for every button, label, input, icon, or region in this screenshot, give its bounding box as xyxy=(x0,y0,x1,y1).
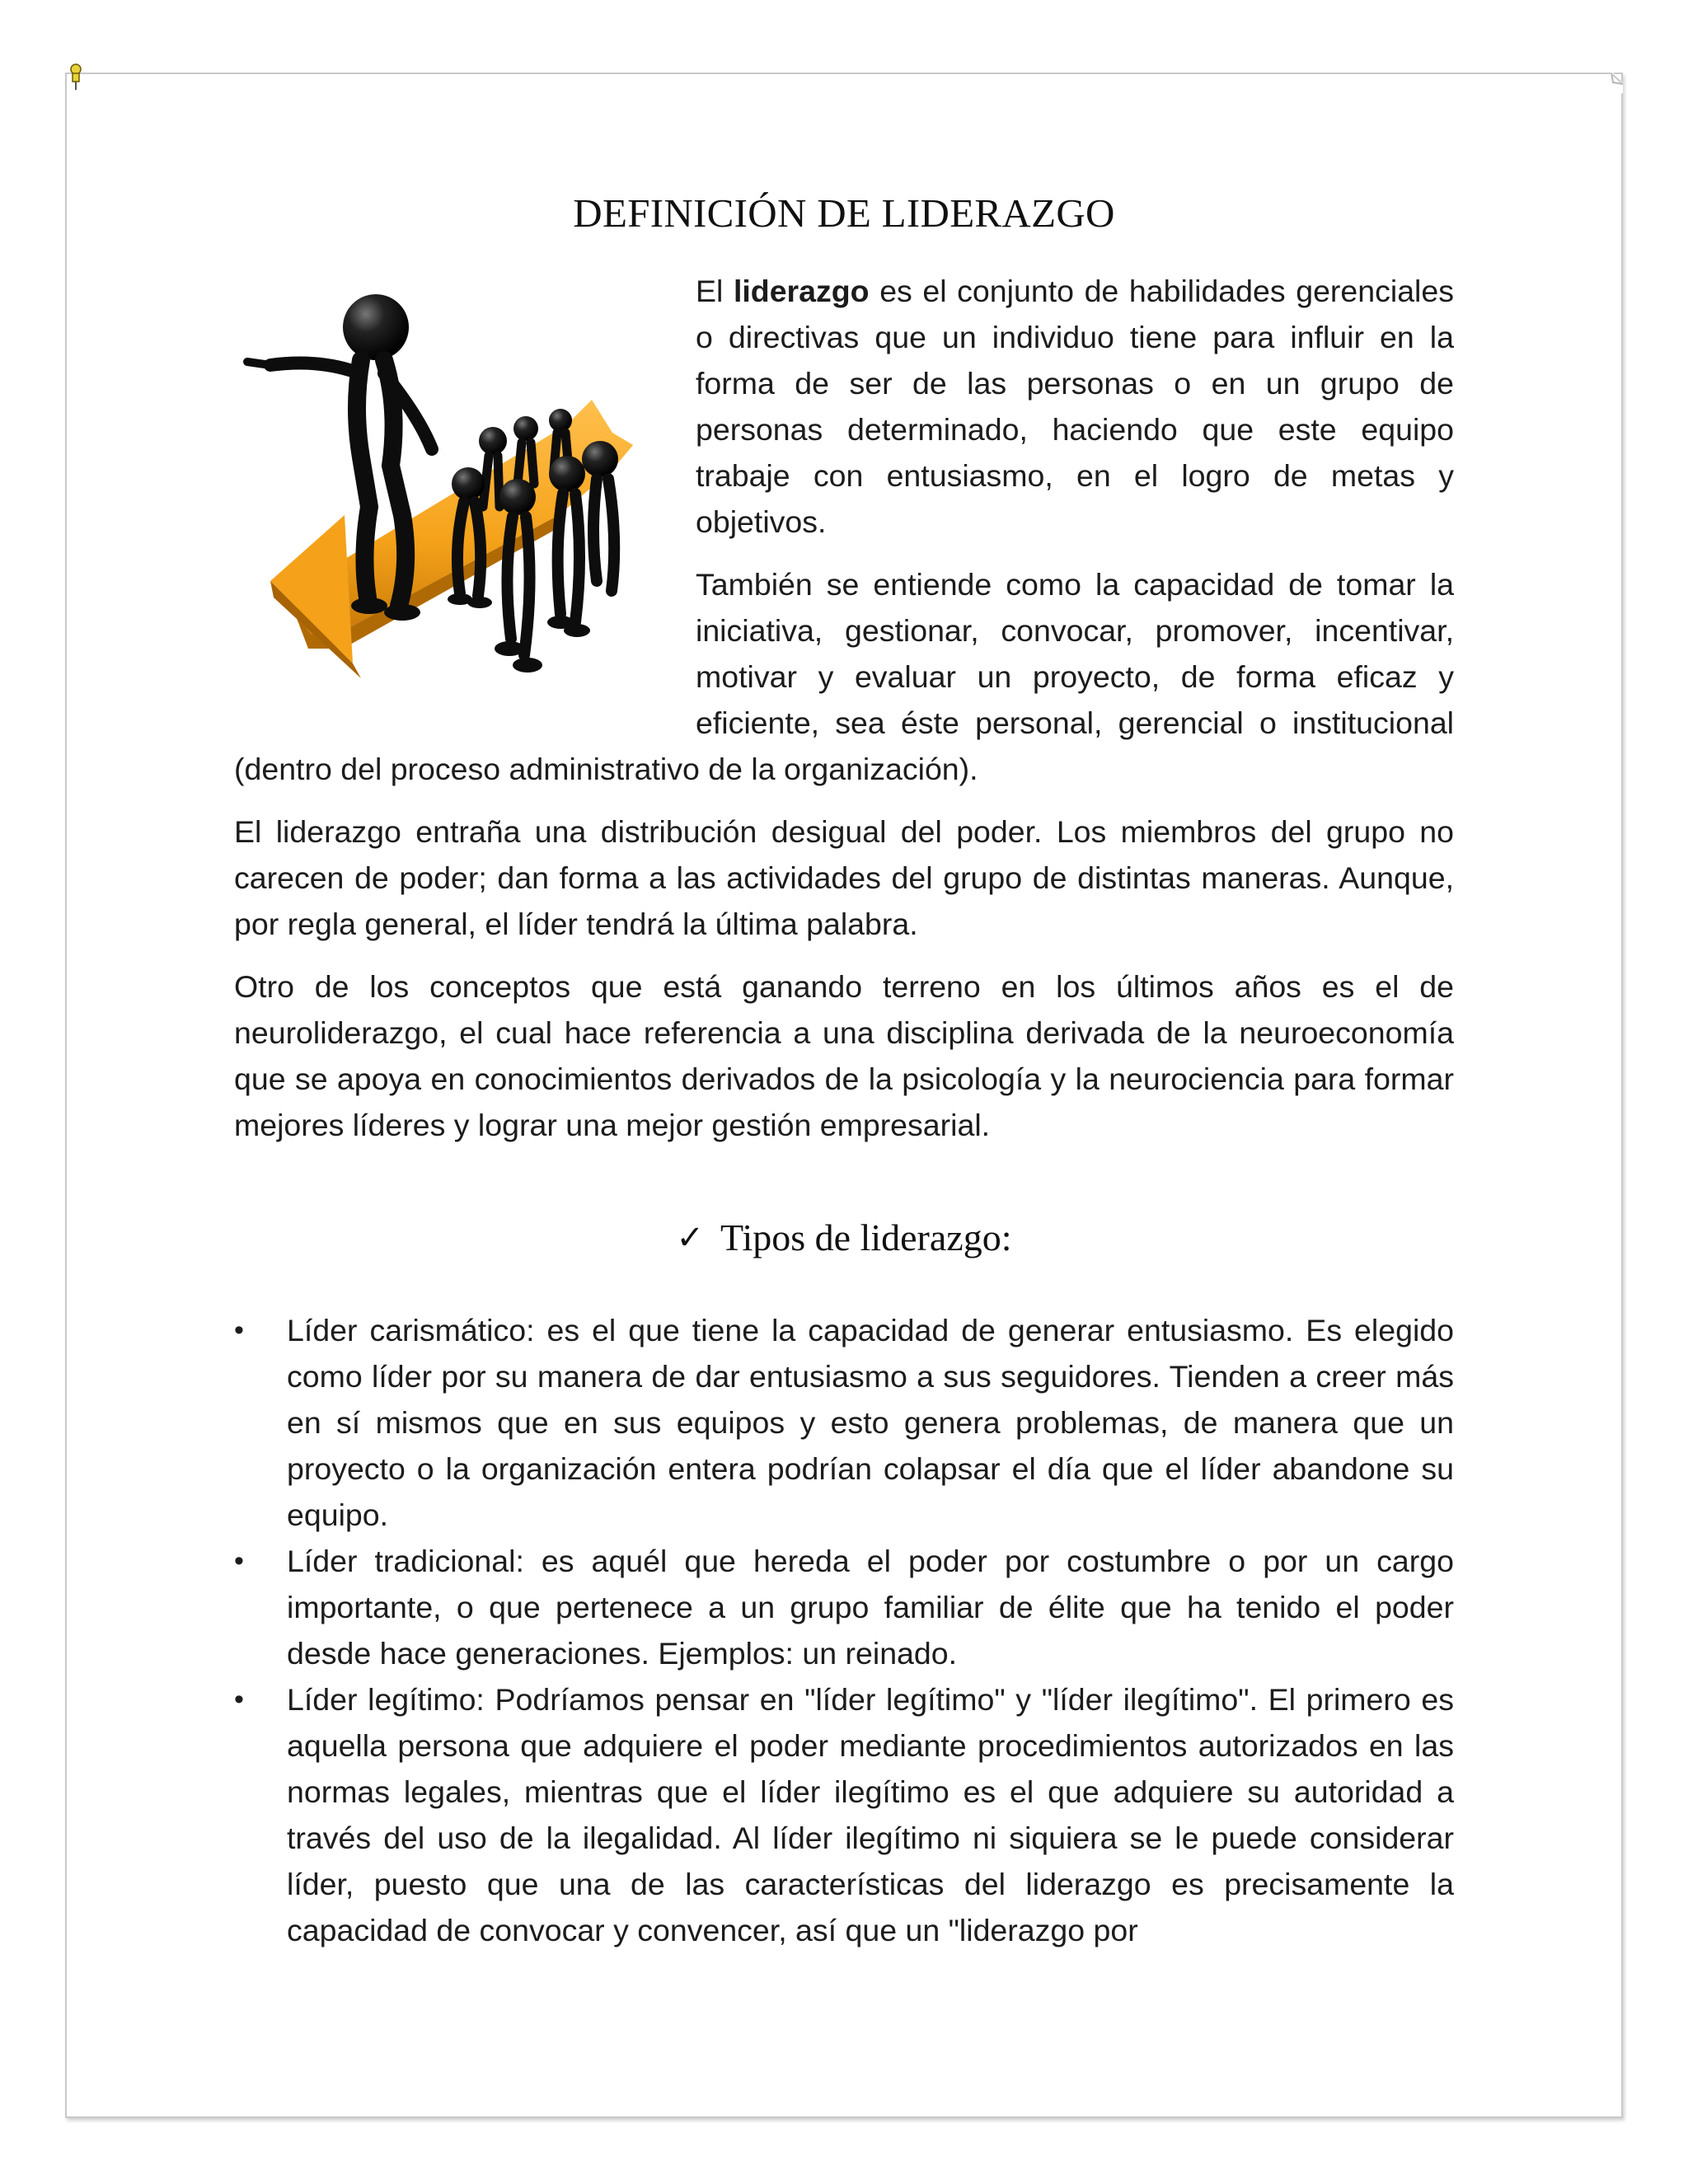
paragraph-power-distribution: El liderazgo entraña una distribución desigual del poder. Los miembros del grupo no carecen de poder; dan forma a las actividades del grupo de distintas maneras. Aunque, por regla general, el líder tendrá la última palabra. xyxy=(234,814,1454,941)
leader-arrow-icon xyxy=(237,268,699,713)
list-item xyxy=(234,1538,1454,1676)
bullet-icon: • xyxy=(234,1315,244,1346)
intro-bold-term: liderazgo xyxy=(733,274,870,308)
bullet-icon: • xyxy=(234,1684,244,1715)
document-title: DEFINICIÓN DE LIDERAZGO xyxy=(573,190,1115,236)
intro-lead-word: El xyxy=(696,274,724,308)
annotation-pin-icon[interactable] xyxy=(66,63,86,92)
leadership-types-list xyxy=(234,1307,1454,1953)
bullet-icon: • xyxy=(234,1545,244,1577)
leader-figures-arrow-illustration xyxy=(234,268,696,729)
list-item-text: Líder tradicional: es aquél que hereda el poder por costumbre o por un cargo importante, o que pertenece a un grupo familiar de élite que ha tenido el poder desde hace generaciones. Ejemplos: un reinado. xyxy=(287,1544,1454,1671)
list-item-text: Líder carismático: es el que tiene la capacidad de generar entusiasmo. Es elegido como líder por su manera de dar entusiasmo a sus seguidores. Tienden a creer más en sí mismos que en sus equipos y esto genera problemas, de manera que un proyecto o la organización entera podrían colapsar el día que el líder abandone su equipo. xyxy=(287,1313,1454,1532)
paragraph-capacity: También se entiende como la capacidad de tomar la iniciativa, gestionar, convocar, promover, incentivar, motivar y evaluar un proyecto, de forma eficaz y eficiente, sea éste personal, gerencial o institucional (dentro del proceso administrativo de la organización). xyxy=(234,567,1454,786)
checkmark-icon: ✓ xyxy=(676,1219,704,1256)
section-heading-text: Tipos de liderazgo: xyxy=(720,1216,1012,1258)
list-item xyxy=(234,1307,1454,1538)
page-corner-fold-icon xyxy=(1595,73,1623,94)
paragraph-neuroleadership: Otro de los conceptos que está ganando terreno en los últimos años es el de neuroliderazgo, el cual hace referencia a una disciplina derivada de la neuroeconomía que se apoya en conocimientos derivados de la psicología y la neurociencia para formar mejores líderes y lograr una mejor gestión empresarial. xyxy=(234,969,1454,1142)
intro-rest: es el conjunto de habilidades gerenciales o directivas que un individuo tiene para influir en la forma de ser de las personas o en un grupo de personas determinado, haciendo que este equipo trabaje con entusiasmo, en el logro de metas y objetivos. xyxy=(696,274,1454,539)
document-content xyxy=(234,190,1454,1953)
section-heading-types xyxy=(234,1216,1454,1259)
list-item-text: Líder legítimo: Podríamos pensar en "líder legítimo" y "líder ilegítimo". El primero es aquella persona que adquiere el poder mediante procedimientos autorizados en las normas legales, mientras que el líder ilegítimo es el que adquiere su autoridad a través del uso de la ilegalidad. Al líder ilegítimo ni siquiera se le puede considerar líder, puesto que una de las características del liderazgo es precisamente la capacidad de convocar y convencer, así que un "liderazgo por xyxy=(287,1682,1454,1947)
list-item xyxy=(234,1676,1454,1953)
